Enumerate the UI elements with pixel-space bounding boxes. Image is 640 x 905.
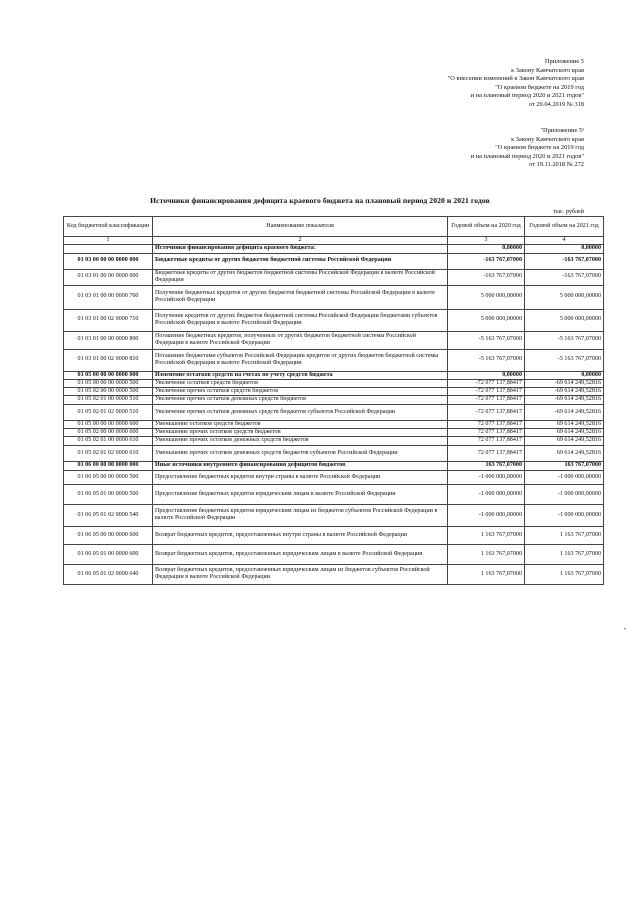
table-body [64,245,604,584]
table-row [64,437,604,445]
budget-code [64,245,153,253]
budget-code: 01 03 01 00 02 0000 810 [64,349,153,371]
header-line: "Приложение 5¹ [540,127,584,134]
budget-code: 01 06 05 01 00 0000 600 [64,544,153,564]
table-row [64,445,604,461]
value-2021: 69 614 249,52816 [525,437,604,445]
value-2020: -163 767,07000 [448,253,525,269]
value-2021: -163 767,07000 [525,253,604,269]
value-2021: 5 000 000,00000 [525,285,604,309]
value-2020: 163 767,07000 [448,461,525,470]
indicator-name: Получение кредитов от других бюджетов бюджетной системы Российской Федерации бюджетами субъектов Российской Федерации в валюте Российской Федерации [153,309,448,331]
budget-code: 01 05 00 00 00 0000 600 [64,420,153,428]
budget-code: 01 05 02 00 00 0000 600 [64,429,153,437]
table-row [64,379,604,387]
value-2021: 1 163 767,07000 [525,544,604,564]
table-row [64,309,604,331]
header-2021: Годовой объем на 2021 год [525,217,604,237]
value-2021: -5 163 767,07000 [525,331,604,349]
table-row [64,544,604,564]
header-line: Приложение 5 [544,58,584,65]
value-2020: -72 077 137,88417 [448,379,525,387]
indicator-name: Источники финансирования дефицита краевого бюджета: [153,245,448,253]
value-2021: 0,00000 [525,371,604,379]
value-2020: 5 000 000,00000 [448,285,525,309]
original-law-header [471,127,584,170]
indicator-name: Бюджетные кредиты от других бюджетов бюджетной системы Российской Федерации в валюте Российской Федерации [153,269,448,285]
value-2020: 1 163 767,07000 [448,526,525,544]
value-2020: -1 000 000,00000 [448,470,525,484]
value-2021: 5 000 000,00000 [525,309,604,331]
value-2021: 1 163 767,07000 [525,526,604,544]
value-2021: -69 614 249,52816 [525,396,604,404]
table-row [64,285,604,309]
value-2020: -72 077 137,88417 [448,396,525,404]
value-2020: -5 163 767,07000 [448,331,525,349]
value-2020: 72 077 137,88417 [448,437,525,445]
table-row [64,245,604,253]
column-number: 1 [64,237,153,245]
value-2021: -1 000 000,00000 [525,470,604,484]
value-2020: -72 077 137,88417 [448,388,525,396]
value-2021: 69 614 249,52816 [525,429,604,437]
value-2020: 72 077 137,88417 [448,445,525,461]
indicator-name: Иные источники внутреннего финансирования дефицитов бюджетов [153,461,448,470]
budget-code: 01 05 02 01 00 0000 510 [64,396,153,404]
indicator-name: Увеличение прочих остатков средств бюджетов [153,388,448,396]
column-number: 4 [525,237,604,245]
indicator-name: Возврат бюджетных кредитов, предоставленных внутри страны в валюте Российской Федерации [153,526,448,544]
table-row [64,404,604,420]
value-2020: 0,00000 [448,371,525,379]
table-row [64,461,604,470]
table-header-row [64,217,604,237]
indicator-name: Бюджетные кредиты от других бюджетов бюджетной системы Российской Федерации [153,253,448,269]
header-line: "О внесении изменений в Закон Камчатского края [447,75,584,83]
budget-code: 01 06 05 01 00 0000 500 [64,484,153,504]
table-row [64,331,604,349]
value-2020: 5 000 000,00000 [448,309,525,331]
budget-code: 01 06 00 00 00 0000 000 [64,461,153,470]
table-row [64,420,604,428]
table-row [64,396,604,404]
indicator-name: Возврат бюджетных кредитов, предоставленных юридическим лицам в валюте Российской Федерации [153,544,448,564]
budget-code: 01 06 05 01 02 0000 540 [64,504,153,526]
value-2021: -1 000 000,00000 [525,484,604,504]
header-line: к Закону Камчатского края [511,135,584,143]
budget-code: 01 06 05 00 00 0000 500 [64,470,153,484]
budget-code: 01 05 02 01 02 0000 610 [64,445,153,461]
table-row [64,388,604,396]
value-2021: 0,00000 [525,245,604,253]
value-2020: 72 077 137,88417 [448,429,525,437]
column-number: 2 [153,237,448,245]
value-2021: -163 767,07000 [525,269,604,285]
indicator-name: Увеличение остатков средств бюджетов [153,379,448,387]
budget-code: 01 05 00 00 00 0000 500 [64,379,153,387]
header-line: и на плановый период 2020 и 2021 годов" [470,92,584,100]
table-row [64,484,604,504]
indicator-name: Уменьшение прочих остатков денежных средств бюджетов [153,437,448,445]
header-2020: Годовой объем на 2020 год [448,217,525,237]
table-row [64,470,604,484]
units-label: тыс. рублей [553,208,584,215]
header-line: к Закону Камчатского края [511,66,584,74]
budget-code: 01 03 01 00 02 0000 710 [64,309,153,331]
column-number: 3 [448,237,525,245]
value-2020: 1 163 767,07000 [448,564,525,584]
indicator-name: Получение бюджетных кредитов от других бюджетов бюджетной системы Российской Федерации в валюте Российской Федерации [153,285,448,309]
table-row [64,269,604,285]
indicator-name: Изменение остатков средств на счетах по учету средств бюджета [153,371,448,379]
table-row [64,504,604,526]
header-line: от 19.11.2018 № 272 [529,161,584,169]
header-code: Код бюджетной классификации [64,217,153,237]
value-2021: 69 614 249,52816 [525,420,604,428]
table-row [64,371,604,379]
indicator-name: Уменьшение остатков средств бюджетов [153,420,448,428]
value-2021: -69 614 249,52816 [525,388,604,396]
indicator-name: Увеличение прочих остатков денежных средств бюджетов субъектов Российской Федерации [153,404,448,420]
indicator-name: Возврат бюджетных кредитов, предоставленных юридическим лицам из бюджетов субъектов Российской Федерации в валюте Российской Федерации [153,564,448,584]
value-2021: -1 000 000,00000 [525,504,604,526]
budget-code: 01 03 01 00 00 0000 800 [64,331,153,349]
document-title: Источники финансирования дефицита краевого бюджета на плановый период 2020 и 2021 годов [150,196,490,205]
budget-code: 01 05 02 01 02 0000 510 [64,404,153,420]
closing-quote-mark: " [624,628,627,634]
financing-sources-table [63,216,604,585]
indicator-name: Увеличение прочих остатков денежных средств бюджетов [153,396,448,404]
value-2021: 69 614 249,52816 [525,445,604,461]
value-2020: 0,00000 [448,245,525,253]
table-row [64,526,604,544]
budget-code: 01 03 01 00 00 0000 000 [64,269,153,285]
value-2020: -163 767,07000 [448,269,525,285]
budget-code: 01 06 05 01 02 0000 640 [64,564,153,584]
header-line: "О краевом бюджете на 2019 год [495,83,584,91]
value-2021: -69 614 249,52816 [525,379,604,387]
indicator-name: Предоставление бюджетных кредитов юридическим лицам из бюджетов субъектов Российской Федерации в валюте Российской Федерации [153,504,448,526]
indicator-name: Уменьшение прочих остатков средств бюджетов [153,429,448,437]
header-line: и на плановый период 2020 и 2021 годов" [470,152,584,160]
value-2020: -5 163 767,07000 [448,349,525,371]
value-2021: -5 163 767,07000 [525,349,604,371]
table-row [64,253,604,269]
header-line: от 29.04.2019 № 318 [528,100,584,108]
value-2021: 163 767,07000 [525,461,604,470]
value-2020: -72 077 137,88417 [448,404,525,420]
indicator-name: Предоставление бюджетных кредитов юридическим лицам в валюте Российской Федерации [153,484,448,504]
header-line: "О краевом бюджете на 2019 год [495,144,584,152]
value-2021: 1 163 767,07000 [525,564,604,584]
value-2020: -1 000 000,00000 [448,484,525,504]
value-2021: -69 614 249,52816 [525,404,604,420]
budget-code: 01 05 02 00 00 0000 500 [64,388,153,396]
value-2020: 72 077 137,88417 [448,420,525,428]
table-row [64,564,604,584]
table-row [64,349,604,371]
value-2020: 1 163 767,07000 [448,544,525,564]
table-row [64,429,604,437]
indicator-name: Погашение бюджетами субъектов Российской Федерации кредитов от других бюджетов бюджетной системы Российской Федерации в валюте Российской Федерации [153,349,448,371]
budget-code: 01 03 00 00 00 0000 000 [64,253,153,269]
indicator-name: Уменьшение прочих остатков денежных средств бюджетов субъектов Российской Федерации [153,445,448,461]
budget-code: 01 06 05 00 00 0000 600 [64,526,153,544]
header-name: Наименование показателя [153,217,448,237]
budget-code: 01 05 00 00 00 0000 000 [64,371,153,379]
budget-code: 01 05 02 01 00 0000 610 [64,437,153,445]
indicator-name: Предоставление бюджетных кредитов внутри страны в валюте Российской Федерации [153,470,448,484]
column-number-row [64,237,604,245]
current-law-header [448,58,584,110]
budget-code: 01 03 01 00 00 0000 700 [64,285,153,309]
value-2020: -1 000 000,00000 [448,504,525,526]
indicator-name: Погашение бюджетных кредитов, полученных от других бюджетов бюджетной системы Российской Федерации в валюте Российской Федерации [153,331,448,349]
